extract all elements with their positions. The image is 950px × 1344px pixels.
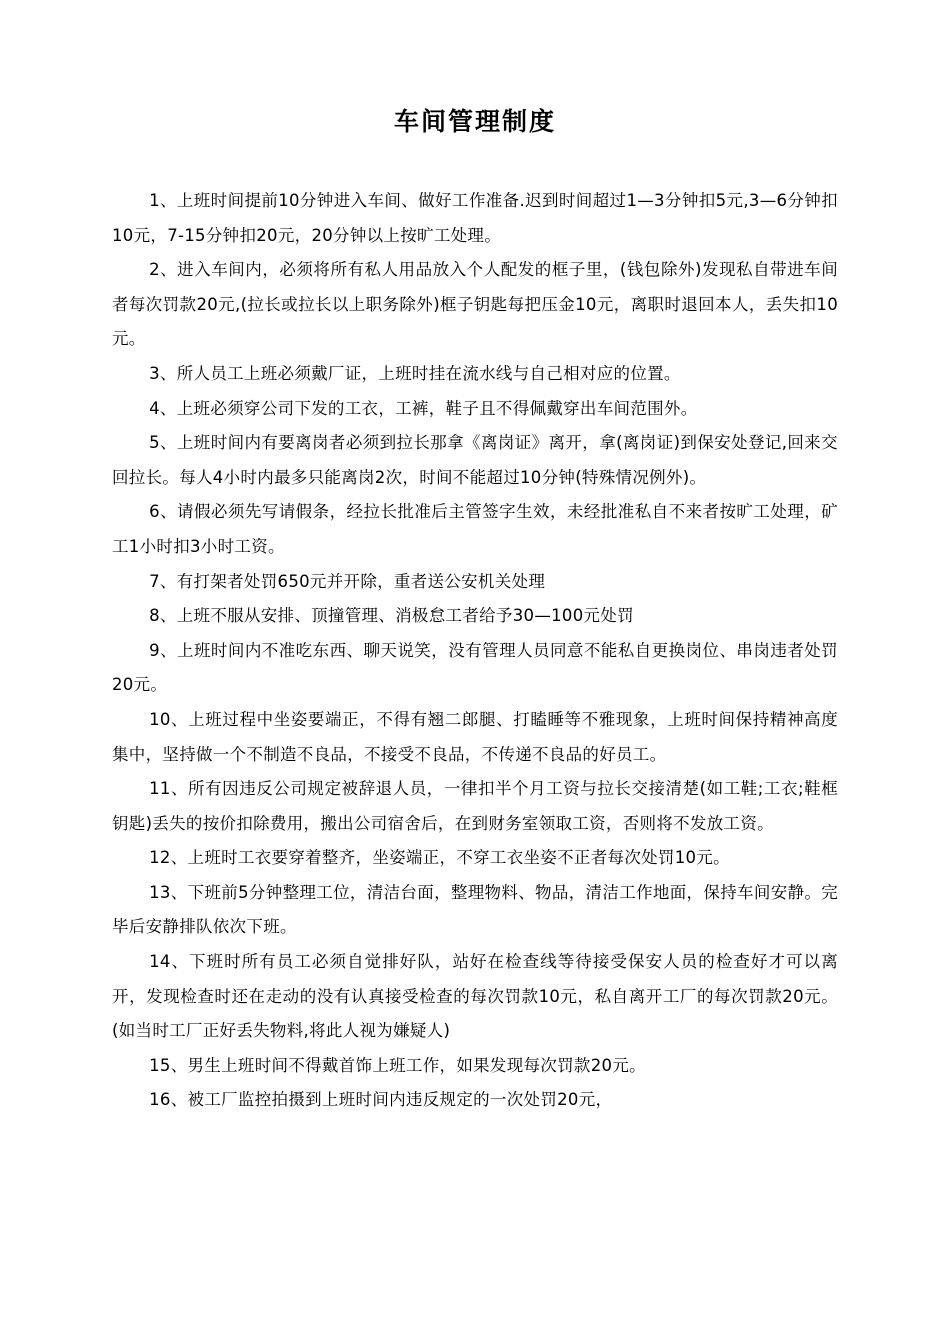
- rule-16: 16、被工厂监控拍摄到上班时间内违反规定的一次处罚20元，: [149, 1090, 613, 1110]
- rule-6: 6、请假必须先写请假条，经拉长批准后主管签字生效，未经批准私自不来者按旷工处理，矿工1小时扣3小时工资。: [112, 502, 838, 556]
- rule-11: 11、所有因违反公司规定被辞退人员，一律扣半个月工资与拉长交接清楚(如工鞋;工衣;鞋框钥匙)丢失的按价扣除费用，搬出公司宿舍后，在到财务室领取工资，否则将不发放工资。: [112, 779, 838, 833]
- rule-5: 5、上班时间内有要离岗者必须到拉长那拿《离岗证》离开，拿(离岗证)到保安处登记,回来交回拉长。每人4小时内最多只能离岗2次，时间不能超过10分钟(特殊情况例外)。: [112, 433, 838, 487]
- rules-list: [112, 184, 838, 1118]
- rule-2: 2、进入车间内，必须将所有私人用品放入个人配发的框子里，(钱包除外)发现私自带进车间者每次罚款20元,(拉长或拉长以上职务除外)框子钥匙每把压金10元，离职时退回本人，丢失扣10元。: [112, 260, 838, 349]
- rule-10: 10、上班过程中坐姿要端正，不得有翘二郎腿、打瞌睡等不雅现象，上班时间保持精神高度集中，坚持做一个不制造不良品，不接受不良品，不传递不良品的好员工。: [112, 709, 838, 764]
- page-title: 车间管理制度: [393, 107, 556, 136]
- rule-1: 1、上班时间提前10分钟进入车间、做好工作准备.迟到时间超过1—3分钟扣5元,3—6分钟扣10元，7-15分钟扣20元，20分钟以上按旷工处理。: [112, 191, 838, 245]
- rule-15: 15、男生上班时间不得戴首饰上班工作，如果发现每次罚款20元。: [149, 1055, 646, 1075]
- rule-3: 3、所人员工上班必须戴厂证，上班时挂在流水线与自己相对应的位置。: [149, 363, 681, 383]
- rule-13: 13、下班前5分钟整理工位，清洁台面，整理物料、物品，清洁工作地面，保持车间安静。完毕后安静排队依次下班。: [112, 882, 838, 937]
- rule-8: 8、上班不服从安排、顶撞管理、消极怠工者给予30—100元处罚: [149, 606, 634, 626]
- rule-14: 14、下班时所有员工必须自觉排好队，站好在检查线等待接受保安人员的检查好才可以离开，发现检查时还在走动的没有认真接受检查的每次罚款10元，私自离开工厂的每次罚款20元。(如当时工厂正好丢失物料,将此人视为嫌疑人): [112, 952, 838, 1041]
- rule-7: 7、有打架者处罚650元并开除，重者送公安机关处理: [149, 571, 546, 591]
- rule-4: 4、上班必须穿公司下发的工衣，工裤，鞋子且不得佩戴穿出车间范围外。: [149, 398, 698, 418]
- rule-12: 12、上班时工衣要穿着整齐，坐姿端正，不穿工衣坐姿不正者每次处罚10元。: [149, 848, 730, 868]
- rule-9: 9、上班时间内不准吃东西、聊天说笑，没有管理人员同意不能私自更换岗位、串岗违者处罚20元。: [112, 640, 838, 695]
